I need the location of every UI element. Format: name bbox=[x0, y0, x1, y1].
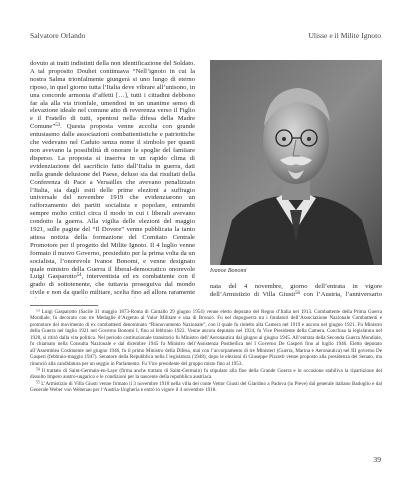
body-text-left-column bbox=[30, 60, 195, 298]
running-head bbox=[30, 31, 381, 43]
footnote-separator bbox=[30, 305, 98, 306]
running-head-title: Ulisse e il Milite Ignoto bbox=[308, 31, 381, 40]
footnote bbox=[30, 381, 382, 394]
body-text: , interventista ed ex combattente con il grado di sottotenente, che tuttavia proseguiva dal mondo civile e non da quello militare, scelta fino ad allora raramente bbox=[30, 273, 195, 297]
body-text: . Questa proposta venne accolta con grande entusiasmo dalle associazioni combattentistiche e patriottiche che vedevano nel Caduto senza nome il simbolo per quanti non avevano la possibilità di onorare le spoglie del famiiare disperso. La proposta si inseriva in un rapido clima di evidenziazione del sacrificio fatto dall’Italia in guerra, dati nella grande delusione del Paese, deluso sia dai risultati della Conferenza di Pace a Versailles che avevano penalizzato l’Italia, sia dagli esiti delle prime elezioni a suffragio universale del novembre 1919 che evidenziarono un rafforzamento dei partiti socialista e popolare, entrambi sempre molto critici circa il modo in cui i liberali avevano condotto la guerra. Alla vigilia delle elezioni del maggio 1921, sulle pagine del “Il Dovere” venne pubblicata la tanto attesa notizia della formazione del Comitato Centrale Promotore per il progetto del Milite Ignoto. Il 4 luglio venne formato il nuovo Governo, presieduto per la prima volta da un socialista, l’onorevole Ivanoe Bonomi, e venne designato quale ministro della Guerra il liberal-democratico onorevole Luigi Gasparotto bbox=[30, 123, 195, 281]
footnote-number: 54 bbox=[36, 366, 40, 371]
portrait-image bbox=[210, 60, 382, 265]
figure-caption: Ivanoe Bonomi bbox=[210, 268, 247, 274]
portrait-photo bbox=[210, 60, 382, 265]
body-text: con l’Austria, l’anniversario bbox=[303, 290, 382, 298]
body-paragraph bbox=[210, 283, 382, 299]
footnote-number: 53 bbox=[36, 309, 40, 313]
footnote-ref[interactable]: 56 bbox=[295, 290, 300, 296]
footnote-ref[interactable]: 53 bbox=[55, 123, 61, 129]
page-number: 39 bbox=[373, 455, 381, 464]
running-head-author: Salvatore Orlando bbox=[30, 31, 86, 40]
footnote-text: L’Armistizio di Villa Giusti venne firmato il 3 novembre 1918 nella villa del conte Vettor Giusti del Giardino a Padova (in Pieve) dal generale italiano Badoglio e dal Generale Weber von Webenau per l’Austria-Ungheria e entrò in vigore il 4 novembre 1918. bbox=[30, 380, 382, 394]
footnote-number: 55 bbox=[36, 380, 40, 385]
footnote-ref[interactable]: 54 bbox=[76, 273, 82, 279]
body-text-right-column bbox=[210, 283, 382, 299]
body-text: dovuto ai tratti indistinti della non identificazione del Soldato. A tal proposito Douhet continuava “Nell’ignoto in cui la nostra Salma trionfalmente giungerà si uno lungo di eterno riposo, in quel giorno tutta l’Italia deve vibrare all’unisono, in una concorde armonia d’affetti […], tutti i cittadini debbono far ala alla via trionfale, umendosi in un unanime senso di elevazione ideale nel comune atto di reverenza verso il Figlio e il Fratello di tutti, spentosi nella difesa della Madre Comune” bbox=[30, 60, 195, 131]
footnote-text: Il trattato di Saint-Germain-en-Laye (firma anche trattato di Saint-Germain) fu stipulato alla fine della Grande Guerra e in occasione stabiliva la ripartizione del dissolto Impero austro-ungarico e le condizioni per la nascente della repubblica austriaca. bbox=[30, 367, 382, 381]
footnote bbox=[30, 368, 382, 381]
body-text: nata del 4 novembre, giorno dell’entrata in vigore dell’Armistizio di Villa Giusti bbox=[210, 283, 382, 298]
footnotes bbox=[30, 309, 382, 431]
footnote bbox=[30, 309, 382, 367]
body-paragraph bbox=[30, 60, 195, 298]
footnote-text: Luigi Gasparotto (Sacile 31 maggio 1873-Roma di Cantallo 29 giugno 1954) venne eletto deputato del Regno d’Italia nel 1913. Combattente della Prima Guerra Mondiale, fu decorato con tre Medaglie d’Argento al Valor Militare e una di Bronzo. Fu nel dopoguerra tra i fondatori dell’Associazione Nazionale Combattenti e promotore del movimento di ex combattenti denominato “Rinnovamento Nazionale”, con il quale fu rieletto alla Camera nel 1919 e ancora nel giugno 1921. Fu Ministro della Guerra nel luglio 1921 nel Governo Bonomi I, fino al febbraio 1922. Venne ancora deputato nel 1924, fu Vice Presidente della Camera. Conclusa la legislatura nel 1928, si ritirò dalla vita politica. Nel periodo costituzionale transitorio fu Ministro dell’Aeronautica dal giugno al giugno 1945. All’entrata della Seconda Guerra Mondiale, fu chiamato nella Consulta Nazionale e dal dicembre 1945 fu Ministro dell’Assistenza Postbellica nel I Governo De Gasperi fino al luglio 1946. Eletto deputato all’Assemblea Costituente nel giugno 1946, fu il primo Ministro della Difesa, mai con l’accorpamento di tre Ministeri (Guerra, Marina e Aeronautica) nel III governo De Gasperi (febbraio-maggio 1947). Senatore della Repubblica nella I legislatura (1948), dopo le elezioni di Giuseppe Pizzotti venne proposto alla presidenza del Senato, ma rinunciò alla candidatura per un seggio in Parlamento. Fu Vice presidente del gruppo misto fino al 1953. bbox=[30, 309, 382, 367]
